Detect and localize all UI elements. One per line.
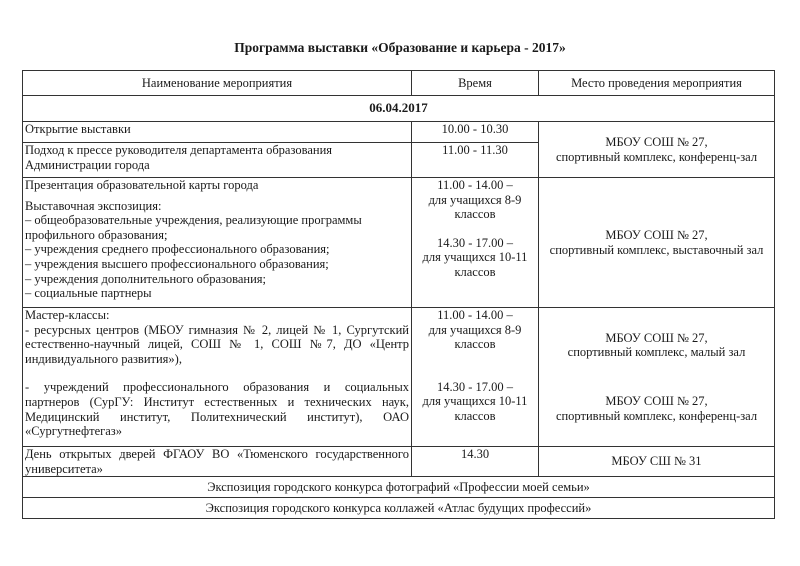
table-row bbox=[23, 447, 775, 477]
time-slot-2: 14.30 - 17.00 – bbox=[436, 379, 514, 394]
time-slot-1: 11.00 - 14.00 – bbox=[437, 308, 513, 322]
header-place: Место проведения мероприятия bbox=[539, 71, 775, 96]
place-1-line-2: спортивный комплекс, малый зал bbox=[567, 345, 746, 360]
event-place bbox=[539, 308, 775, 447]
event-time: 10.00 - 10.30 bbox=[412, 122, 539, 143]
event-title: Презентация образовательной карты города bbox=[25, 178, 259, 192]
event-time bbox=[412, 308, 539, 447]
masterclass-item: - учреждений профессионального образования и социальных партнеров (СурГУ: Институт естественных и технических наук, Медицинский институт, Политехнический институт), ОАО «Сургутнефтегаз» bbox=[25, 380, 409, 439]
event-name: День открытых дверей ФГАОУ ВО «Тюменского государственного университета» bbox=[23, 447, 412, 477]
place-1-line-1: МБОУ СОШ № 27, bbox=[605, 330, 708, 345]
time-slot-1-audience: для учащихся 8-9 bbox=[428, 322, 522, 337]
event-name bbox=[23, 178, 412, 308]
event-name bbox=[23, 143, 412, 178]
table-row bbox=[23, 122, 775, 143]
table-row-full-width bbox=[23, 498, 775, 519]
event-title: Мастер-классы: bbox=[25, 308, 110, 322]
photo-contest-exposition: Экспозиция городского конкурса фотографий «Профессии моей семьи» bbox=[23, 477, 775, 498]
time-slot-1: 11.00 - 14.00 – bbox=[437, 178, 513, 192]
place-line-2: спортивный комплекс, конференц-зал bbox=[555, 149, 758, 164]
event-name: Открытие выставки bbox=[23, 122, 412, 143]
header-event-name: Наименование мероприятия bbox=[23, 71, 412, 96]
event-time bbox=[412, 178, 539, 308]
header-time: Время bbox=[412, 71, 539, 96]
table-header-row bbox=[23, 71, 775, 96]
time-slot-1-audience-cont: классов bbox=[454, 207, 496, 222]
exposition-item: – учреждения высшего профессионального образования; bbox=[25, 256, 329, 271]
date-row bbox=[23, 96, 775, 122]
table-row bbox=[23, 308, 775, 447]
event-place: МБОУ СШ № 31 bbox=[539, 447, 775, 477]
place-line-1: МБОУ СОШ № 27, bbox=[605, 134, 708, 149]
place-2-line-2: спортивный комплекс, конференц-зал bbox=[555, 408, 758, 423]
event-place bbox=[539, 178, 775, 308]
exposition-item: – социальные партнеры bbox=[25, 286, 152, 301]
time-slot-1-audience: для учащихся 8-9 bbox=[428, 192, 522, 207]
event-time: 11.00 - 11.30 bbox=[412, 143, 539, 178]
program-table bbox=[22, 70, 775, 519]
time-slot-2: 14.30 - 17.00 – bbox=[436, 235, 514, 250]
time-slot-2-audience-cont: классов bbox=[454, 408, 496, 423]
event-name-line-1: Подход к прессе руководителя департамента образования bbox=[25, 143, 333, 157]
time-slot-2-audience: для учащихся 10-11 bbox=[422, 394, 528, 409]
event-name-line-2: Администрации города bbox=[25, 157, 150, 172]
time-slot-2-audience: для учащихся 10-11 bbox=[422, 250, 528, 265]
place-line-1: МБОУ СОШ № 27, bbox=[605, 227, 708, 242]
table-row bbox=[23, 178, 775, 308]
event-name bbox=[23, 308, 412, 447]
event-time: 14.30 bbox=[412, 447, 539, 477]
event-place bbox=[539, 122, 775, 178]
table-row-full-width bbox=[23, 477, 775, 498]
document-title: Программа выставки «Образование и карьера - 2017» bbox=[234, 40, 566, 55]
exposition-item: – учреждения среднего профессионального образования; bbox=[25, 242, 330, 257]
place-2-line-1: МБОУ СОШ № 27, bbox=[605, 394, 708, 408]
exposition-item: – общеобразовательные учреждения, реализующие программы профильного образования; bbox=[25, 213, 362, 242]
exposition-title: Выставочная экспозиция: bbox=[25, 198, 162, 213]
place-line-2: спортивный комплекс, выставочный зал bbox=[549, 242, 764, 257]
time-slot-1-audience-cont: классов bbox=[454, 337, 496, 352]
date-label: 06.04.2017 bbox=[23, 96, 775, 122]
exposition-item: – учреждения дополнительного образования; bbox=[25, 271, 266, 286]
time-slot-2-audience-cont: классов bbox=[454, 264, 496, 279]
collage-contest-exposition: Экспозиция городского конкурса коллажей «Атлас будущих профессий» bbox=[23, 498, 775, 519]
masterclass-item: - ресурсных центров (МБОУ гимназия № 2, лицей № 1, Сургутский естественно-научный лицей, СОШ № 1, СОШ №7, ДО «Центр индивидуального развития»), bbox=[25, 322, 409, 366]
